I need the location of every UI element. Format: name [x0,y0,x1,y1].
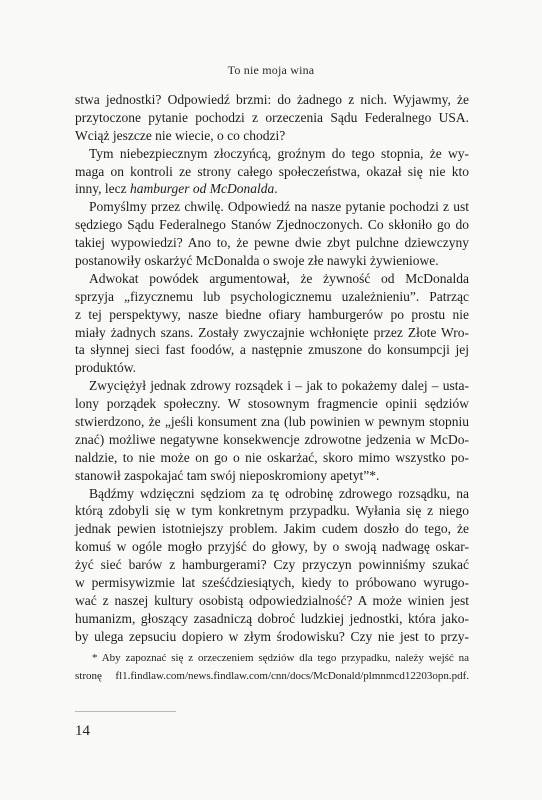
text-line [75,180,469,198]
text-line: Bądźmy wdzięczni sędziom za tę odrobinę zdrowego rozsądku, na [89,485,469,501]
footnote [75,649,469,685]
text-line: humanizm, głoszący zasadniczą dobroć ludzkiej jednostki, która jako- [75,610,469,626]
text-line: Zwyciężył jednak zdrowy rozsądek i – jak to pokażemy dalej – usta- [89,378,469,394]
running-header: To nie moja wina [227,63,315,77]
paragraph [75,270,469,377]
text-line: sprzyja „fizycznemu lub psychologicznemu uzależnieniu”. Patrząc [75,288,469,304]
text-line: z tej perspektywy, nasze biedne ofiary hamburgerów po prostu nie [75,306,469,322]
text-line: maga on kontroli ze strony całego społeczeństwa, okazał się nie kto [75,163,469,179]
text-line: sędziego Sądu Federalnego Stanów Zjednoczonych. Co skłoniło go do [75,217,469,233]
text-line: miały żadnych szans. Zostały zwyczajnie wchłonięte przez Złote Wro- [75,324,469,340]
text-line: stanowił zaspokajać tam swój nieposkromiony apetyt”*. [75,467,380,483]
text-line: takiej wypowiedzi? Ano to, że pewne dwie zbyt pulchne dziewczyny [75,235,469,251]
paragraph [75,377,469,484]
text-line: Tym niebezpiecznym złoczyńcą, groźnym do tego stopnia, że wy- [89,145,469,161]
paragraph [75,145,469,199]
text-line: postanowiły oskarżyć McDonalda o swoje złe nawyki żywieniowe. [75,253,439,269]
text-line: Pomyślmy przez chwilę. Odpowiedź na nasze pytanie pochodzi z ust [89,199,469,215]
text-line: ta słynnej sieci fast foodów, a następnie zmuszone do konsumpcji jej [75,342,469,358]
text-line: Adwokat powódek argumentował, że żywność od McDonalda [89,270,469,286]
text-line: by ulega zepsuciu dopiero w złym środowisku? Czy nie jest to przy- [75,628,469,644]
text-line: lony porządek społeczny. W stosownym fragmencie opinii sędziów [75,396,469,412]
text-line: stwierdzono, że „jeśli konsument zna (lub powinien w pewnym stopniu [75,414,469,430]
text-line: naldzie, to nie może on go o nie oskarżać, skoro mimo wszystko po- [75,449,469,465]
text-segment: inny, lecz [75,181,130,197]
text-line: produktów. [75,360,136,376]
paragraph [75,485,469,646]
text-line: wać z naszej kultury osobistą odpowiedzialność? A może winien jest [75,592,469,608]
text-line: w permisywizmie lat sześćdziesiątych, kiedy to próbowano wyrugo- [75,575,469,591]
text-segment: . [274,181,278,197]
emphasis: hamburger od McDonalda [129,181,275,197]
footnote-line: * Aby zapoznać się z orzeczeniem sędziów dla tego przypadku, należy wejść na [92,652,469,664]
text-line: stwa jednostki? Odpowiedź brzmi: do żadnego z nich. Wyjawmy, że [75,92,469,107]
paragraph [75,198,469,270]
text-line: komuś w ogóle mogło przyjść do głowy, by o swoją nadwagę oskar- [75,539,469,555]
text-line: którą zdobyli się w tym konkretnym przypadku. Wyłania się z niego [75,503,469,519]
text-line: przytoczone pytanie pochodzi z orzeczenia Sądu Federalnego USA. [75,109,469,125]
text-line: żyć sieć barów z hamburgerami? Czy przyczyn powinniśmy szukać [75,557,469,573]
paragraph [75,91,469,145]
page-number: 14 [75,723,90,739]
footnote-rule [75,711,176,712]
text-line: Wciąż jeszcze nie wiecie, o co chodzi? [75,127,286,143]
body-text [75,91,469,646]
text-line: znać) możliwe negatywne konsekwencje zdrowotne jedzenia w McDo- [75,431,469,447]
footnote-line: stronę fl1.findlaw.com/news.findlaw.com/cnn/docs/McDonald/plmnmcd12203opn.pdf. [75,670,469,682]
text-line: jednak pewien istotniejszy problem. Jakim cudem doszło do tego, że [75,521,469,537]
